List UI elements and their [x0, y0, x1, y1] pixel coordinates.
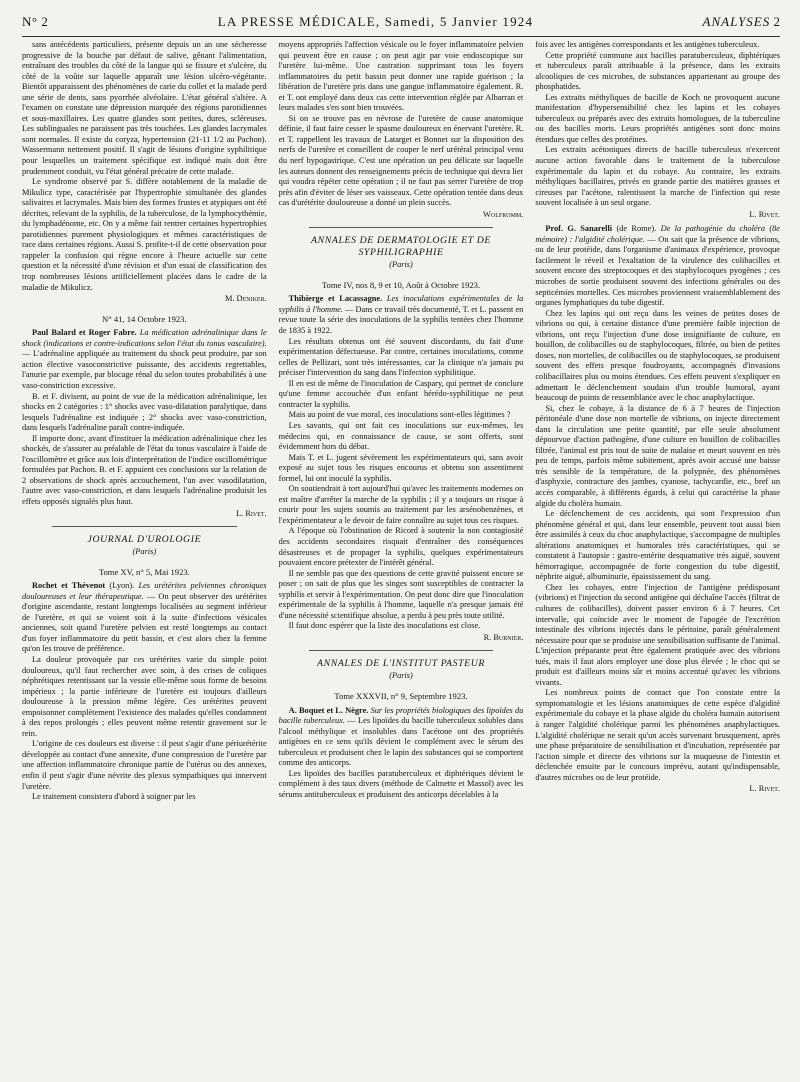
paragraph: Il en est de même de l'inoculation de Caspary, qui permet de conclure qu'une femme accouchée d'un enfant hérédo-syphilitique ne peut contracter la syphilis.: [278, 378, 524, 409]
paragraph: On soutiendrait à tort aujourd'hui qu'avec les traitements modernes on est maître d'arrêter la marche de la syphilis ; il y a toujours un risque à courir pour les sujets soumis au traitement par les arsénobenzènes, et l'expérimentateur a le devoir de faire connaître au sujet tous ces risques.: [278, 484, 524, 525]
divider: [309, 650, 494, 651]
article-authors: Prof. G. Sanarelli: [545, 224, 613, 234]
article-authors: Rochet et Thévenot: [32, 581, 106, 591]
article-title: Les inoculations expérimentales de la syphilis à l'homme.: [278, 294, 524, 314]
journal-title: ANNALES DE DERMATOLOGIE ET DE SYPHILIGRAPHIE: [311, 235, 491, 259]
signature: M. Deniker.: [224, 294, 267, 304]
paragraph: Le traitement consistera d'abord à soigner par les: [32, 792, 196, 802]
signature: L. Rivet.: [236, 508, 267, 518]
column-3: [535, 40, 780, 1074]
page-header: [22, 14, 780, 37]
paragraph: Chez les cobayes, entre l'injection de l'antigène prédisposant (vibrions) et l'injection du second antigène qui déchaîne l'accès (filtrat de cultures de colibacilles), doivent passer environ 6 à 7 heures. Cet intervalle, qui coïncide avec le moment de l'apogée de l'excrétion intestinale des vibrions injectés dans le péritoine, paraît généralement nécessaire pour que se produise une sensibilisation suffisante de l'animal. L'injection préparante peut être également pratiquée avec des vibrions tués, mais il faut alors employer une dose plus élevée ; le choc qui se produit est d'ailleurs moins sûr et moins accentué qu'avec les vibrions vivants.: [535, 582, 781, 687]
journal-city: (Paris): [389, 671, 413, 681]
paragraph: Les nombreux points de contact que l'on constate entre la symptomatologie et les lésions anatomiques de cette espèce d'algidité expérimentale du cobaye et la phase algide du choléra humain autorisent à ranger l'algidité cholérique parmi les phénomènes anaphylactiques. L'algidité cholérique ne serait qu'un accès survenant brusquement, après une phase préparatoire de sensibilisation et d'incubation, représentée par l'action simple et directe des vibrions sur la muqueuse de l'intestin et déclenchée ensuite par le concours imprévu, autant qu'indispensable, d'autres microbes ou de leur protéide.: [535, 688, 781, 782]
column-2: [279, 40, 524, 1074]
signature: R. Burnier.: [483, 632, 524, 642]
article-authors: Paul Balard et Roger Fabre.: [32, 328, 137, 338]
journal-title: JOURNAL D'UROLOGIE: [87, 534, 202, 546]
paragraph: A l'époque où l'obstination de Ricord à soutenir la non contagiosité des accidents secondaires risquait d'entraîner des conséquences désastreuses et de propager la syphilis, quelques expérimentateurs pouvaient encore prétexter de l'intérêt général.: [278, 526, 524, 568]
article-authors: A. Boquet et L. Nègre.: [288, 705, 369, 715]
paragraph: Les savants, qui ont fait ces inoculations sur eux-mêmes, les médecins qui, en connaissance de cause, se sont offerts, sont évidemment hors du débat.: [278, 420, 524, 452]
paragraph: Le déclenchement de ces accidents, qui sont l'expression d'un phénomène général et qui, dans leur ensemble, peuvent tout aussi bien être assimilés à ceux du choc anaphylactique, s'accompagne de multiples altérations anatomiques et humorales très caractéristiques, qui se constatent à l'autopsie : gastro-entérite desquamative très aiguë, souvent hémorragique, accompagnée de forte congestion du tube digestif, néphrite aiguë, albuminurie, épaississement du sang.: [535, 509, 781, 582]
divider: [52, 526, 237, 527]
paragraph: moyens appropriés l'affection vésicale ou le foyer inflammatoire pelvien qui peuvent être en cause ; on peut agir par voie endoscopique sur l'uretère lui-même. Une castration supprimant tous les foyers inflammatoires du petit bassin peut donner une rapide guérison ; la libération de l'uretère pris dans une gangue inflammatoire également. R. et T. ont employé dans deux cas cette intervention réglée par Albarran et leurs malades s'en sont bien trouvées.: [278, 40, 524, 113]
paragraph: Le syndrome observé par S. diffère notablement de la maladie de Mikulicz type, caractérisée par l'hypertrophie simultanée des glandes salivaires et lacrymales. Mais bien des formes frustes et atypiques ont été décrites, relevant de la syphilis, de la tuberculose, de la lymphocythémie, du lymphadénome, etc. On y a même fait rentrer certaines hypertrophies parotidiennes purement physiologiques et mêmes caractéristiques de race dans certaines régions. Aussi S. profite-t-il de cette observation pour rappeler la confusion qui règne encore à l'heure actuelle sur cette question et la nécessité d'une révision et d'un essai de classification des trop nombreuses lésions artificiellement placées dans le cadre de la maladie de Mikulicz.: [22, 177, 267, 292]
journal-city: (Paris): [132, 547, 157, 557]
signature: L. Rivet.: [749, 784, 781, 794]
article-heading: A. Boquet et L. Nègre. Sur les propriétés biologiques des lipoïdes du bacille tuberculeux. — Les lipoïdes du bacille tuberculeux solubles dans l'alcool méthylique et insolubles dans l'acétone ont des propriétés antigènes en ce sens qu'ils dévient le complément avec le sérum des tuberculeux et produisent chez le lapin des substances qui se comportent comme des anticorps.: [278, 705, 524, 768]
article-heading: Rochet et Thévenot (Lyon). Les urétérites pelviennes chroniques douloureuses et leur thérapeutique. — On peut observer des urétérites d'origine ascendante, restant longtemps localisées au segment inférieur de l'uretère, et qui se voient soit à la suite d'infections vésicales anciennes, soit quand l'uretère pelvien est resté longtemps au contact d'un foyer inflammatoire du petit bassin, et c'est alors chez la femme qu'on les trouve de préférence.: [22, 581, 267, 654]
paragraph: Il importe donc, avant d'instituer la médication adrénalinique chez les shockés, de s'assurer au préalable de l'état du tonus vasculaire à l'aide de l'oscillomètre et grâce aux lois d'interprétation de l'indice oscillométrique formulées par Pachon. B. et F. appuient ces conclusions sur la relation de 2 observations de shock après accouchement, l'un avec vasodilatation, l'autre avec vaso-constriction, et dans lesquels l'adrénaline produisit les effets opposés signalés plus haut.: [22, 433, 267, 506]
column-1: [22, 40, 267, 1074]
paragraph: Mais au point de vue moral, ces inoculations sont-elles légitimes ?: [288, 410, 511, 420]
article-title: La médication adrénalinique dans le shock (indications et contre-indications selon l'état du tonus vasculaire).: [22, 328, 267, 348]
paragraph: Mais T. et L. jugent sévèrement les expérimentateurs qui, sans avoir exposé au sujet tous les risques encourus et obtenu son assentiment formel, lui ont inoculé la syphilis.: [278, 452, 524, 483]
paragraph: Si, chez le cobaye, à la distance de 6 à 7 heures de l'injection péritonéale d'une dose non mortelle de vibrions, on injecte directement dans la circulation une petite quantité, par elle seule absolument dépourvue d'action pathogène, d'une culture en bouillon de colibacilles filtrée, l'animal est pris tout de suite de malaise et meurt souvent en très peu de temps, parfois même subitement, après avoir accusé une baisse très sensible de la température, de la polypnée, des phénomènes d'asphyxie, contracture des jambes, cyanose, tachycardie, etc., bref un accès comparable, à différents égards, à celui qui caractérise la phase algide du choléra humain.: [535, 403, 781, 508]
paragraph: Les extraits acétoniques directs de bacille tuberculeux n'exercent aucune action favorable dans le traitement de la tuberculose expérimentale du lapin et du cobaye. Au contraire, les extraits méthyliques bacillaires, privés en grande partie des matières grasses et cireuses par l'acétone, ralentissent la marche de l'infection qui reste souvent localisée à un seul organe.: [535, 145, 781, 208]
article-title: De la pathogénie du choléra (8e mémoire) : l'algidité cholérique.: [535, 224, 781, 244]
paragraph: Il ne semble pas que des questions de cette gravité puissent encore se poser ; on sait de plus que les singes sont susceptibles de contracter la syphilis et servir à l'expérimentation. On peut donc dire que l'inoculation expérimentale de la syphilis à l'homme, laquelle n'a presque jamais été d'une nécessité scientifique absolue, a perdu à peu près toute utilité.: [278, 568, 524, 620]
journal-city: (Paris): [389, 260, 413, 270]
issue-line: N° 41, 14 Octobre 1923.: [102, 313, 187, 324]
paragraph: Il faut donc espérer que la liste des inoculations est close.: [288, 621, 481, 631]
journal-title: ANNALES DE L'INSTITUT PASTEUR: [316, 658, 486, 670]
paragraph: Si on se trouve pas en névrose de l'uretère de cause anatomique définie, il faut faire cesser le spasme douloureux en énervant l'uretère. R. et T. rappellent les travaux de Latarget et Bonnet sur la disposition des nerfs de l'uretère et conseillent de couper le nerf urétéral principal venu du nerf hypogastrique. C'est une opération un peu délicate sur laquelle les auteurs donnent des renseignements précis de technique qui devra lier qui voudra répéter cette opération ; il ne faut pas serrer l'uretère de trop près afin d'éviter de léser ses vaisseaux. Cette opération tentée dans deux cas d'urétérite douloureuse a donné un plein succès.: [278, 113, 524, 208]
article-title: Sur les propriétés biologiques des lipoïdes du bacille tuberculeux.: [278, 705, 524, 726]
paragraph: Les résultats obtenus ont été souvent discordants, du fait d'une expérimentation défectueuse. Par contre, certaines inoculations, comme celles de Pellizari, sont très intéressantes, car la clinique n'a jamais pu préciser l'intervention du sang dans l'infection syphilitique.: [278, 336, 524, 378]
paragraph: Cette propriété commune aux bacilles paratuberculeux, diphtériques et tuberculeux paraît attribuable à la présence, dans les extraits alcooliques de ces microbes, de substances appartenant au groupe des phosphatides.: [535, 50, 781, 92]
newspaper-title: LA PRESSE MÉDICALE, Samedi, 5 Janvier 1924: [217, 14, 534, 29]
article-heading: Paul Balard et Roger Fabre. La médication adrénalinique dans le shock (indications et contre-indications selon l'état du tonus vasculaire). — L'adrénaline appliquée au traitement du shock peut produire, par son action élective vasoconstrictive puissante, des accidents regrettables, l'anurie par exemple, par blocage rénal du selon toutes probabilités à une vaso-constriction excessive.: [22, 328, 267, 390]
signature: L. Rivet.: [749, 209, 781, 219]
paragraph: Les extraits méthyliques de bacille de Koch ne provoquent aucune manifestation d'hypersensibilité chez les lapins et les cobayes tuberculeux ou préparés avec des extraits homologues, de la tuberculine ou des bacilles morts. Leurs propriétés antigènes sont donc moins étendues que celles des protéines.: [535, 92, 781, 144]
article-authors: Thibierge et Lacassagne.: [288, 294, 383, 304]
text-columns: [22, 40, 780, 1074]
paragraph: L'origine de ces douleurs est diverse : il peut s'agir d'une périurétérite développée au contact d'une annexite, d'une compression de l'uretère par une affection inflammatoire chronique partie de l'utérus ou des annexes, enfin il peut s'agir d'une névrite des plexus sympathiques qui innervent l'uretère.: [22, 739, 267, 791]
issue-line: Tome XV, n° 5, Mai 1923.: [98, 566, 190, 577]
signature: Wolfromm.: [483, 209, 524, 219]
article-heading: Prof. G. Sanarelli (de Rome). De la pathogénie du choléra (8e mémoire) : l'algidité cholérique. — On sait que la présence de vibrions, ou de leur protéide, dans l'organisme d'animaux d'expérience, provoque facilement le réveil et l'exaltation de la virulence des colibacilles et souvent encore des streptocoques et des staphylocoques pyogènes ; ces microbes de sortie produisent souvent des infections générales ou des septicémies mortelles. Ces microbes proviennent vraisemblablement des organes lymphatiques du tube digestif.: [535, 224, 781, 308]
paragraph: La douleur provoquée par ces urétérites varie du simple point douloureux, qu'il faut rechercher avec soin, à des crises de coliques néphrétiques retentissant sur la vessie elle-même sous forme de besoins impérieux ; la partie inférieure de l'uretère est toujours d'ailleurs douloureuse à la pression même légère. Ces urétérites peuvent empoisonner complètement l'existence des malades qu'elles condamnent à des repos prolongés ; elles peuvent même retentir gravement sur le rein.: [22, 654, 267, 738]
paragraph: B. et F. divisent, au point de vue de la médication adrénalinique, les shocks en 2 catégories : 1° shocks avec vaso-dilatation paralytique, dans lesquels l'adrénaline est indiquée ; 2° shocks avec vaso-constriction, dans lesquels l'adrénaline paraît contre-indiquée.: [22, 391, 267, 433]
section-label: ANALYSES 2: [702, 14, 780, 29]
divider: [309, 227, 494, 228]
issue-line: Tome IV, nos 8, 9 et 10, Août à Octobre 1923.: [321, 279, 481, 290]
paragraph: fois avec les antigènes correspondants et les antigènes tuberculeux.: [535, 40, 760, 49]
paragraph: Chez les lapins qui ont reçu dans les veines de petites doses de vibrions ou qui, à certaine distance d'une première faible injection de vibrions, ont reçu l'injection d'une dose insignifiante de culture, en bouillon, de colibacilles ou de staphylocoques, filtrée, ou bien de petites doses, non mortelles, de colibacilles ou de staphylocoques, se produisent souvent des effets presque foudroyants, accompagnés d'invasions colibacillaires plus ou moins étendues. Ces effets peuvent s'expliquer en admettant le déclenchement soudain d'un trouble humoral, ayant beaucoup de points de ressemblance avec le choc anaphylactique.: [535, 308, 781, 403]
article-title: Les urétérites pelviennes chroniques douloureuses et leur thérapeutique.: [22, 581, 267, 601]
issue-number: N° 2: [22, 14, 49, 29]
article-heading: Thibierge et Lacassagne. Les inoculations expérimentales de la syphilis à l'homme. — Dans ce travail très documenté, T. et L. passent en revue toute la série des inoculations de la syphilis tentées chez l'homme de 1835 à 1922.: [278, 294, 524, 336]
paragraph: Les lipoïdes des bacilles paratuberculeux et diphtériques dévient le complément à des taux divers (méthode de Calmette et Massol) avec les sérums antituberculeux et produisent des anticorps décelables à la: [278, 768, 524, 799]
paragraph: sans antécédents particuliers, présente depuis un an une sécheresse progressive de la bouche par défaut de salive, gênant l'alimentation, entraînant des troubles du côté de la langue qui se fissure et s'ulcère, du côté de la voûte sur laquelle apparaît une lésion ulcéro-végétante. Bientôt apparaissent des phénomènes de carie du collet et la malade perd une série de dents, sans pyorrhée alvéolaire. L'état général s'altère. A l'examen on constate une dépression marquée des régions parotidiennes et sous-maxillaires. Les quatre glandes sont petites, dures, scléreuses. Les sublinguales ne paraissent pas très touchées. Les glandes lacrymales sont normales. Il existe du coryza, hypertension (21-11 1/2 au Pachon). Wassermann nettement positif. Il s'agit de lésions d'origine syphilitique pour lesquelles un traitement spécifique est indiqué mais doit être prudemment conduit, vu l'état général précaire de cette malade.: [22, 40, 267, 176]
issue-line: Tome XXXVII, n° 9, Septembre 1923.: [334, 690, 468, 701]
